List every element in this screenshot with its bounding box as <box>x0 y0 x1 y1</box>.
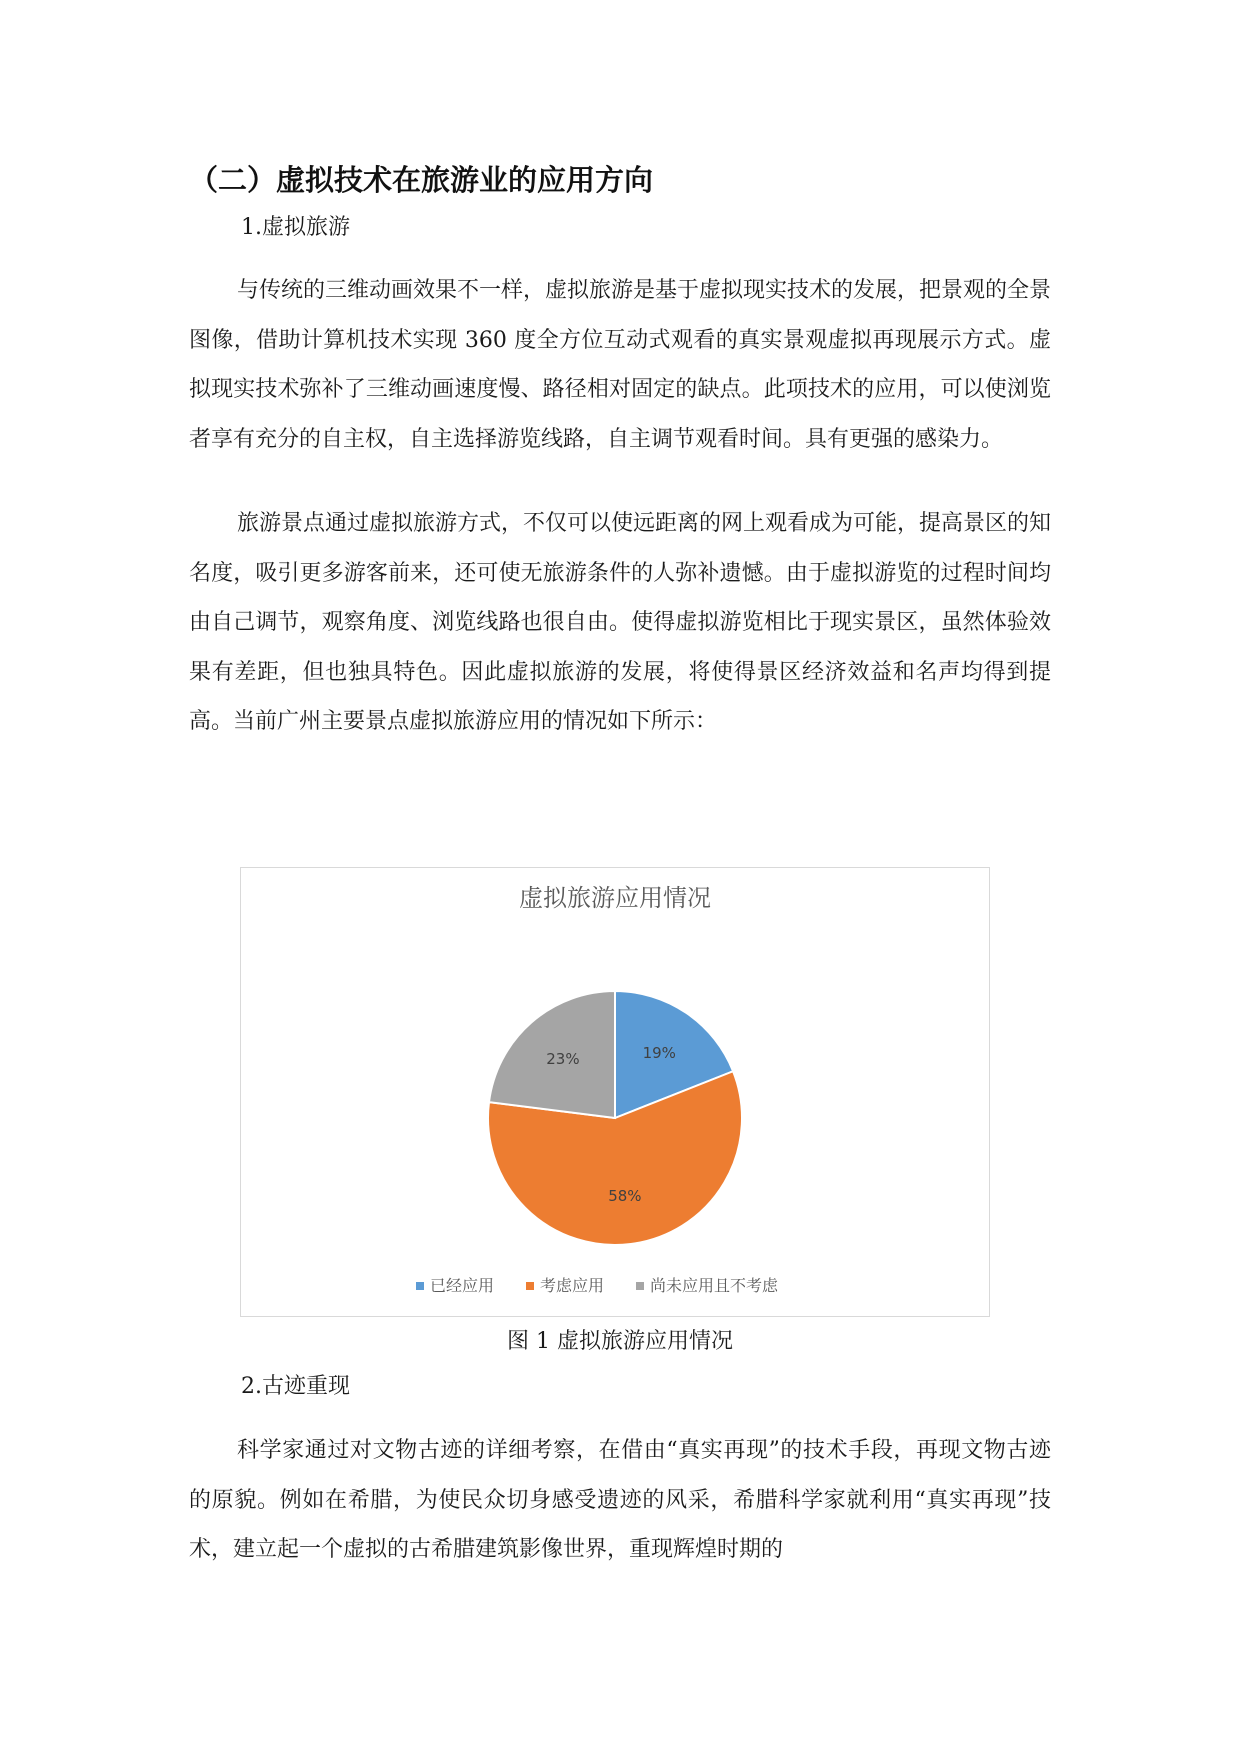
legend-label-2: 考虑应用 <box>540 1276 605 1295</box>
paragraph-virtual-tourism-intro: 与传统的三维动画效果不一样，虚拟旅游是基于虚拟现实技术的发展，把景观的全景图像，借助计算机技术实现 360 度全方位互动式观看的真实景观虚拟再现展示方式。虚拟现实技术弥补了三维动画速度慢、路径相对固定的缺点。此项技术的应用，可以使浏览者享有充分的自主权，自主选择游览线路，自主调节观看时间。具有更强的感染力。 <box>189 278 1052 452</box>
pie-slice-label-3: 23% <box>546 1049 580 1068</box>
pie-chart-svg <box>241 868 989 1316</box>
pie-chart-figure <box>240 867 990 1317</box>
paragraph-virtual-tourism-benefits: 旅游景点通过虚拟旅游方式，不仅可以使远距离的网上观看成为可能，提高景区的知名度，吸引更多游客前来，还可使无旅游条件的人弥补遗憾。由于虚拟游览的过程时间均由自己调节，观察角度、浏览线路也很自由。使得虚拟游览相比于现实景区，虽然体验效果有差距，但也独具特色。因此虚拟旅游的发展，将使得景区经济效益和名声均得到提高。当前广州主要景点虚拟旅游应用的情况如下所示： <box>189 511 1052 734</box>
legend-swatch-1 <box>416 1282 424 1290</box>
section-title: （二）虚拟技术在旅游业的应用方向 <box>189 163 654 197</box>
legend-label-3: 尚未应用且不考虑 <box>650 1276 779 1295</box>
legend-label-1: 已经应用 <box>430 1276 495 1295</box>
pie-slice-label-2: 58% <box>608 1187 642 1206</box>
chart-title: 虚拟旅游应用情况 <box>519 884 711 912</box>
pie-slice-label-1: 19% <box>642 1043 676 1062</box>
legend-swatch-2 <box>526 1282 534 1290</box>
figure-caption: 图 1 虚拟旅游应用情况 <box>507 1329 733 1354</box>
subheading-virtual-tourism: 1.虚拟旅游 <box>241 215 350 240</box>
subheading-heritage-reconstruction: 2.古迹重现 <box>241 1374 350 1399</box>
legend-swatch-3 <box>636 1282 644 1290</box>
pie-slices <box>488 991 742 1245</box>
chart-legend <box>416 1276 779 1295</box>
paragraph-heritage-reconstruction: 科学家通过对文物古迹的详细考察，在借由“真实再现”的技术手段，再现文物古迹的原貌。例如在希腊，为使民众切身感受遗迹的风采，希腊科学家就利用“真实再现”技术，建立起一个虚拟的古希腊建筑影像世界，重现辉煌时期的 <box>189 1438 1051 1562</box>
